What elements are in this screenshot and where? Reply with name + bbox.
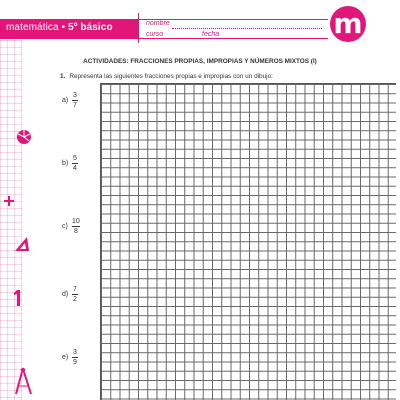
header-band [0, 19, 138, 39]
denominator: 8 [73, 228, 78, 236]
denominator: 9 [73, 359, 77, 367]
instruction-number: 1. [60, 73, 66, 80]
subject-title [6, 22, 113, 33]
item-a [62, 92, 78, 110]
fraction [72, 286, 78, 304]
number-one-icon [12, 288, 24, 308]
decorative-grid-strip [0, 40, 22, 400]
fraction [72, 92, 78, 110]
fraction [72, 349, 78, 367]
item-c [62, 218, 80, 236]
denominator: 7 [73, 102, 77, 110]
level-label: 5º básico [68, 22, 113, 33]
item-letter: a) [62, 97, 69, 105]
fraction-bar [72, 294, 78, 295]
denominator: 2 [73, 296, 77, 304]
item-b [62, 155, 78, 173]
item-letter: c) [62, 223, 68, 231]
item-letter: b) [62, 160, 69, 168]
compass-icon [12, 366, 34, 396]
date-field[interactable] [222, 38, 268, 39]
instruction-text: Representa las siguientes fracciones propias e impropias con un dibujo: [69, 73, 273, 80]
fraction-bar [72, 226, 80, 227]
fraction-bar [72, 163, 78, 164]
numerator: 7 [73, 286, 77, 293]
denominator: 4 [73, 165, 77, 173]
fraction-bar [72, 357, 78, 358]
item-e [62, 349, 78, 367]
drawing-grid[interactable] [100, 83, 396, 400]
item-letter: e) [62, 354, 69, 362]
item-d [62, 286, 78, 304]
instruction [60, 73, 273, 80]
plus-icon [4, 196, 14, 206]
course-label: curso [146, 31, 164, 38]
numerator: 3 [73, 349, 77, 356]
date-label: fecha [202, 31, 220, 38]
protractor-icon [15, 128, 33, 146]
logo: m [330, 6, 366, 42]
name-field[interactable] [172, 28, 322, 29]
numerator: 5 [73, 155, 77, 162]
fraction [72, 218, 80, 236]
course-field[interactable] [166, 38, 200, 39]
numerator: 10 [72, 218, 80, 225]
subject-label: matemática [6, 22, 59, 33]
fraction-bar [72, 100, 78, 101]
activity-title: ACTIVIDADES: FRACCIONES PROPIAS, IMPROPIAS Y NÚMEROS MIXTOS (I) [83, 58, 317, 65]
item-letter: d) [62, 291, 69, 299]
triangle-ruler-icon [13, 235, 31, 253]
separator: • [61, 22, 66, 33]
fraction [72, 155, 78, 173]
numerator: 3 [73, 92, 77, 99]
name-label: nombre [146, 20, 170, 27]
